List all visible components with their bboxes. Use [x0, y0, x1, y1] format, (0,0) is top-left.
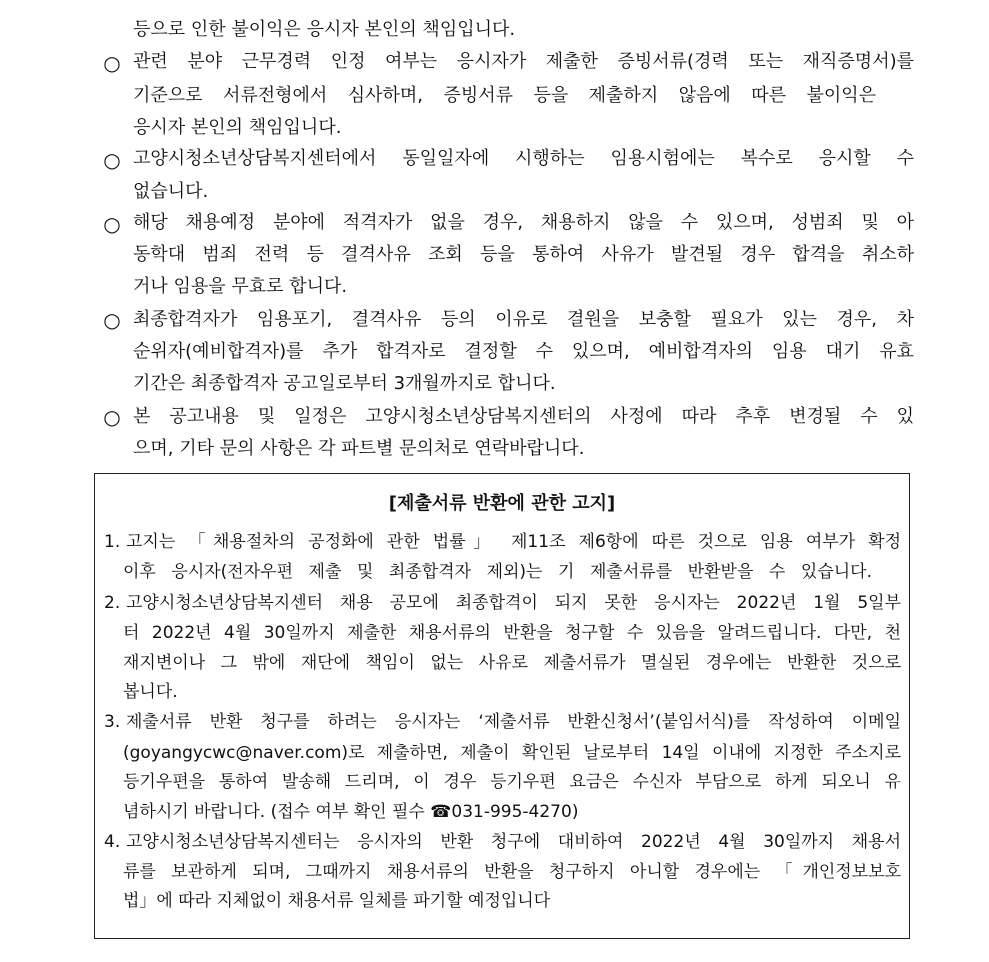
paragraph-line: 고양시청소년상담복지센터에서 동일일자에 시행하는 임용시험에는 복수로 응시할 수	[133, 148, 914, 169]
bullet-circle-icon: ○	[103, 148, 121, 172]
bullet-circle-icon: ○	[103, 212, 121, 236]
notice-item-number: 1.	[104, 532, 121, 552]
paragraph-line: 등으로 인한 불이익은 응시자 본인의 책임입니다.	[133, 19, 516, 40]
paragraph-line: 순위자(예비합격자)를 추가 합격자로 결정할 수 있으며, 예비합격자의 임용 대기 유효	[133, 341, 914, 362]
paragraph-line: 으며, 기타 문의 사항은 각 파트별 문의처로 연락바랍니다.	[133, 438, 585, 459]
notice-item-line: 류를 보관하게 되며, 그때까지 채용서류의 반환을 청구하지 아니할 경우에는 「개인정보보호	[123, 862, 901, 882]
notice-item-line: 봅니다.	[123, 682, 178, 702]
notice-item-number: 3.	[104, 712, 121, 732]
paragraph-line: 본 공고내용 및 일정은 고양시청소년상담복지센터의 사정에 따라 추후 변경될 수 있	[133, 406, 914, 427]
notice-item-number: 2.	[104, 593, 121, 613]
notice-item-line: 재지변이나 그 밖에 재단에 책임이 없는 사유로 제출서류가 멸실된 경우에는 반환한 것으로	[123, 653, 901, 673]
paragraph-line: 응시자 본인의 책임입니다.	[133, 117, 342, 138]
notice-item-line: 등기우편을 통하여 발송해 드리며, 이 경우 등기우편 요금은 수신자 부담으로 하게 되오니 유	[123, 772, 901, 792]
paragraph-line: 거나 임용을 무효로 합니다.	[133, 276, 348, 297]
notice-item-line: 이후 응시자(전자우편 제출 및 최종합격자 제외)는 기 제출서류를 반환받을 수 있습니다.	[123, 562, 872, 582]
notice-item-line: 념하시기 바랍니다. (접수 여부 확인 필수 ☎031-995-4270)	[123, 802, 579, 822]
notice-item-line: 법」에 따라 지체없이 채용서류 일체를 파기할 예정입니다	[123, 891, 551, 911]
notice-item-line: 고양시청소년상담복지센터 채용 공모에 최종합격이 되지 못한 응시자는 2022년 1월 5일부	[126, 593, 901, 613]
bullet-circle-icon: ○	[103, 405, 121, 429]
bullet-circle-icon: ○	[103, 308, 121, 332]
bullet-circle-icon: ○	[103, 51, 121, 75]
paragraph-line: 해당 채용예정 분야에 적격자가 없을 경우, 채용하지 않을 수 있으며, 성범죄 및 아	[133, 212, 914, 233]
paragraph-line: 없습니다.	[133, 181, 209, 202]
notice-title: [제출서류 반환에 관한 고지]	[388, 493, 616, 514]
notice-item-line: 고지는 「채용절차의 공정화에 관한 법률」 제11조 제6항에 따른 것으로 임용 여부가 확정	[126, 532, 901, 552]
paragraph-line: 기준으로 서류전형에서 심사하며, 증빙서류 등을 제출하지 않음에 따른 불이익은	[133, 85, 876, 106]
notice-item-line: (goyangycwc@naver.com)로 제출하면, 제출이 확인된 날로부터 14일 이내에 지정한 주소지로	[123, 743, 901, 763]
notice-item-number: 4.	[104, 832, 121, 852]
paragraph-line: 기간은 최종합격자 공고일로부터 3개월까지로 합니다.	[133, 373, 556, 394]
paragraph-line: 동학대 범죄 전력 등 결격사유 조회 등을 통하여 사유가 발견될 경우 합격을 취소하	[133, 244, 914, 265]
notice-item-line: 제출서류 반환 청구를 하려는 응시자는 ‘제출서류 반환신청서’(붙임서식)를 작성하여 이메일	[126, 712, 901, 732]
notice-item-line: 터 2022년 4월 30일까지 제출한 채용서류의 반환을 청구할 수 있음을 알려드립니다. 다만, 천	[123, 623, 901, 643]
paragraph-line: 최종합격자가 임용포기, 결격사유 등의 이유로 결원을 보충할 필요가 있는 경우, 차	[133, 309, 914, 330]
paragraph-line: 관련 분야 근무경력 인정 여부는 응시자가 제출한 증빙서류(경력 또는 재직증명서)를	[133, 51, 914, 72]
notice-item-line: 고양시청소년상담복지센터는 응시자의 반환 청구에 대비하여 2022년 4월 30일까지 채용서	[126, 832, 901, 852]
